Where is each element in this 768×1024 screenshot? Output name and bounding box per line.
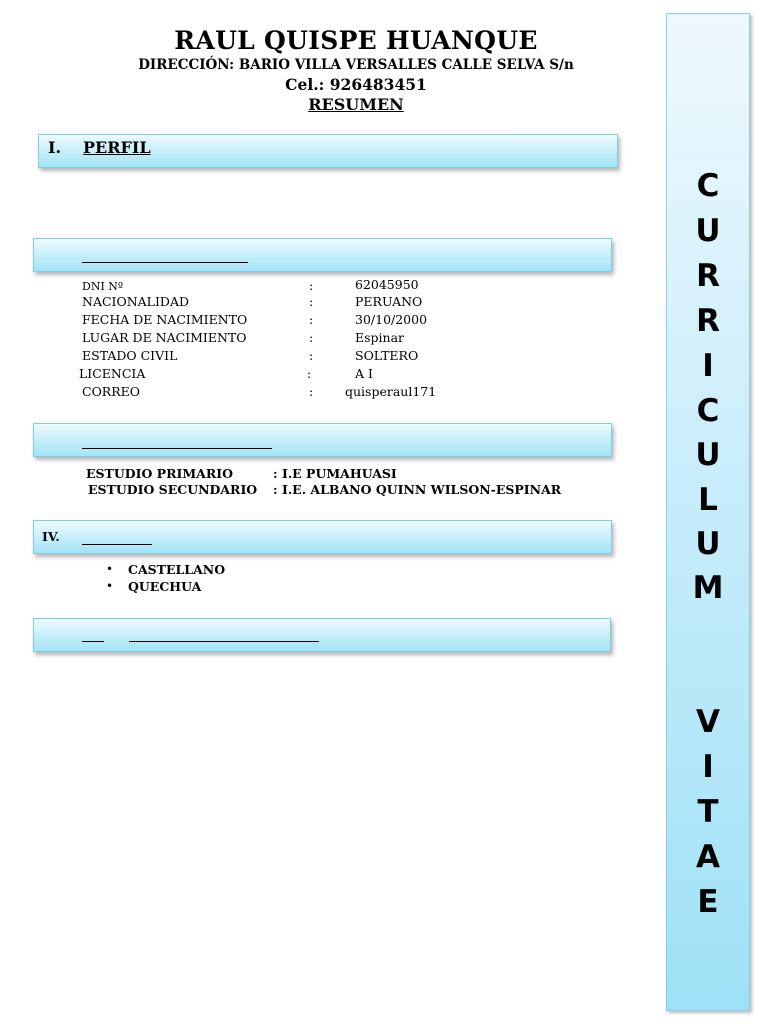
language-item: CASTELLANO xyxy=(128,562,226,577)
education-value: : I.E. ALBANO QUINN WILSON-ESPINAR xyxy=(273,482,562,497)
section-title-underline xyxy=(82,262,248,263)
data-colon: : xyxy=(307,366,312,381)
vertical-letter: L xyxy=(698,482,718,518)
data-row xyxy=(82,278,123,293)
data-label: DNI Nº xyxy=(82,280,124,293)
vertical-letter: A xyxy=(696,839,720,875)
vertical-title-banner xyxy=(666,13,750,1011)
education-value: : I.E PUMAHUASI xyxy=(273,466,397,481)
data-label: FECHA DE NACIMIENTO xyxy=(82,312,248,327)
vertical-letter: E xyxy=(697,884,719,920)
section-title: PERFIL xyxy=(83,138,151,157)
vertical-letter: I xyxy=(702,749,714,785)
summary-heading: RESUMEN xyxy=(308,95,404,114)
vertical-letter: U xyxy=(695,437,721,473)
data-value: 30/10/2000 xyxy=(355,312,428,327)
vertical-letter: M xyxy=(692,570,724,606)
data-label: LICENCIA xyxy=(79,366,146,381)
data-value: SOLTERO xyxy=(355,348,419,363)
vertical-letter: I xyxy=(702,348,714,384)
section-bar-education xyxy=(33,423,612,457)
data-label: ESTADO CIVIL xyxy=(82,348,178,363)
vertical-letter: C xyxy=(696,393,720,429)
section-title-underline xyxy=(82,448,272,449)
education-label: ESTUDIO SECUNDARIO xyxy=(88,482,258,497)
vertical-letter: U xyxy=(695,213,721,249)
section-bar-personal-data xyxy=(33,238,612,272)
data-colon: : xyxy=(309,312,314,327)
section-bar-profile xyxy=(38,134,618,168)
vertical-letter: R xyxy=(696,303,720,339)
data-label: NACIONALIDAD xyxy=(82,294,189,309)
vertical-letter: R xyxy=(696,258,720,294)
vertical-letter: C xyxy=(696,168,720,204)
data-value: quisperaul171 xyxy=(345,384,437,399)
section-bar-languages xyxy=(33,520,612,554)
bullet-icon: • xyxy=(106,579,114,593)
data-value: 62045950 xyxy=(355,277,419,292)
vertical-letter: V xyxy=(696,704,720,740)
data-label: CORREO xyxy=(82,384,141,399)
data-value: Espinar xyxy=(355,330,405,345)
section-number: I. xyxy=(48,138,62,157)
data-colon: : xyxy=(309,330,314,345)
data-colon: : xyxy=(309,278,314,293)
data-colon: : xyxy=(309,294,314,309)
section-title-underline xyxy=(129,641,319,642)
candidate-name: RAUL QUISPE HUANQUE xyxy=(174,26,538,55)
data-colon: : xyxy=(309,384,314,399)
data-value: PERUANO xyxy=(355,294,423,309)
vertical-letter: U xyxy=(695,526,721,562)
data-colon: : xyxy=(309,348,314,363)
address: DIRECCIÓN: BARIO VILLA VERSALLES CALLE SELVA S/n xyxy=(138,57,574,73)
language-item: QUECHUA xyxy=(128,579,202,594)
section-bar-blank xyxy=(33,618,611,652)
phone-number: Cel.: 926483451 xyxy=(285,75,427,94)
bullet-icon: • xyxy=(106,562,114,576)
education-label: ESTUDIO PRIMARIO xyxy=(86,466,233,481)
section-number: IV. xyxy=(42,529,60,544)
vertical-letter: T xyxy=(697,794,719,830)
data-label: LUGAR DE NACIMIENTO xyxy=(82,330,247,345)
section-title-underline xyxy=(82,544,152,545)
data-value: A I xyxy=(355,366,373,381)
section-number-underline xyxy=(82,641,104,642)
